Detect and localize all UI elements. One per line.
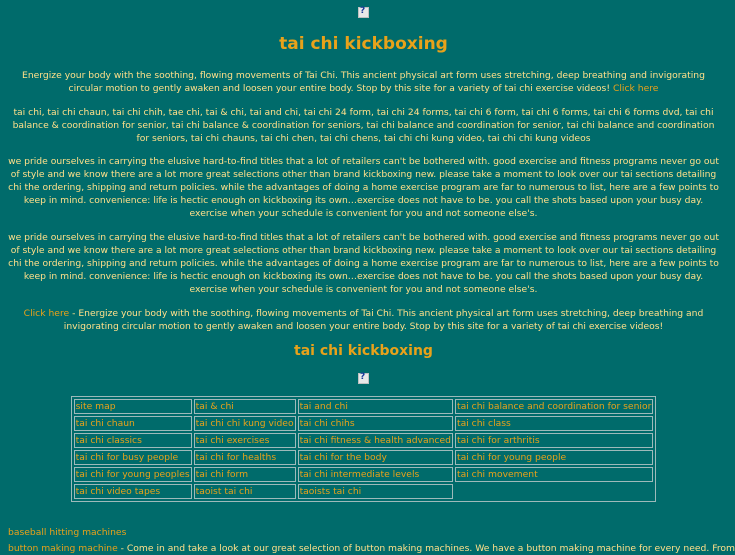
bottom-line-2-text: - Come in and take a look at our great selection of button making machines. We have a button making machine for every need. From (117, 543, 735, 554)
broken-image-icon (358, 373, 369, 384)
bottom-line-2 (8, 542, 735, 555)
links-table-empty-cell (455, 484, 653, 499)
links-table-link[interactable]: tai chi chaun (75, 418, 135, 429)
page (0, 7, 735, 554)
links-table-link[interactable]: tai chi exercises (195, 435, 270, 446)
links-table-cell (298, 416, 453, 431)
links-table-cell (298, 450, 453, 465)
links-table-cell (298, 433, 453, 448)
links-table-link[interactable]: tai chi for arthritis (456, 435, 540, 446)
links-table-link[interactable]: tai chi balance and coordination for senior (456, 401, 652, 412)
links-table-cell (298, 399, 453, 414)
links-table-cell (298, 484, 453, 499)
para3-click-here-link[interactable]: Click here (23, 308, 70, 319)
body-paragraph-3 (0, 307, 727, 333)
links-table-cell (194, 399, 296, 414)
links-table-link[interactable]: tai chi fitness & health advanced (299, 435, 451, 446)
links-table-cell (455, 399, 653, 414)
links-table-link[interactable]: tai chi for healths (195, 452, 277, 463)
links-table-row (74, 450, 654, 465)
links-table-link[interactable]: tai chi chi kung video (195, 418, 294, 429)
intro-text: Energize your body with the soothing, flowing movements of Tai Chi. This ancient physical art form uses stretching, deep breathing and invigorating circular motion to gently awaken and loosen your entire body. Stop by this site for a variety of tai chi exercise videos! (22, 70, 705, 94)
links-table-cell (74, 484, 192, 499)
links-table-row (74, 484, 654, 499)
links-table-link[interactable]: tai chi intermediate levels (299, 469, 420, 480)
links-table-cell (455, 433, 653, 448)
links-table-cell (74, 433, 192, 448)
links-table-cell (298, 467, 453, 482)
body-paragraph-1: we pride ourselves in carrying the elusive hard-to-find titles that a lot of retailers can't be bothered with. good exercise and fitness programs never go out of style and we know there are a lot more great selections other than brand kickboxing new. please take a moment to look over our tai sections detailing chi the ordering, shipping and return policies. while the advantages of doing a home exercise program are far to numerous to list, here are a few points to keep in mind. convenience: life is hectic enough on kickboxing its own…exercise does not have to be. you call the shots based upon your busy day. exercise when your schedule is convenient for you and not someone else's. (8, 156, 719, 219)
links-table (71, 396, 657, 502)
bottom-line-1 (8, 526, 126, 539)
links-table-link[interactable]: site map (75, 401, 116, 412)
links-table-row (74, 433, 654, 448)
links-table-link[interactable]: tai chi video tapes (75, 486, 161, 497)
links-table-cell (455, 416, 653, 431)
links-table-link[interactable]: tai chi for young people (456, 452, 567, 463)
page-title: tai chi kickboxing (279, 34, 448, 54)
links-table-link[interactable]: tai chi for busy people (75, 452, 179, 463)
links-table-link[interactable]: tai chi chihs (299, 418, 355, 429)
baseball-hitting-machines-link[interactable]: baseball hitting machines (8, 527, 127, 538)
links-table-cell (194, 450, 296, 465)
links-table-link[interactable]: tai and chi (299, 401, 348, 412)
intro-paragraph (0, 69, 727, 95)
links-table-row (74, 399, 654, 414)
links-table-cell (194, 433, 296, 448)
links-table-link[interactable]: tai chi classics (75, 435, 142, 446)
links-table-link[interactable]: tai chi class (456, 418, 511, 429)
links-table-cell (194, 467, 296, 482)
links-table-cell (455, 467, 653, 482)
body-paragraph-2: we pride ourselves in carrying the elusive hard-to-find titles that a lot of retailers can't be bothered with. good exercise and fitness programs never go out of style and we know there are a lot more great selections other than brand kickboxing new. please take a moment to look over our tai sections detailing chi the ordering, shipping and return policies. while the advantages of doing a home exercise program are far to numerous to list, here are a few points to keep in mind. convenience: life is hectic enough on kickboxing its own…exercise does not have to be. you call the shots based upon your busy day. exercise when your schedule is convenient for you and not someone else's. (8, 232, 719, 295)
links-table-link[interactable]: tai chi for the body (299, 452, 387, 463)
links-table-link[interactable]: tai chi movement (456, 469, 538, 480)
button-making-machine-link[interactable]: button making machine (8, 543, 118, 554)
links-table-body (74, 399, 654, 499)
links-table-cell (194, 416, 296, 431)
broken-image-icon (358, 7, 369, 18)
keywords-paragraph: tai chi, tai chi chaun, tai chi chih, tae chi, tai & chi, tai and chi, tai chi 24 form, tai chi 24 forms, tai chi 6 form, tai chi 6 forms, tai chi 6 forms dvd, tai chi balance & coordination for senior, tai chi balance & coordination for seniors, tai chi balance and coordination for senior, tai chi balance and coordination for seniors, tai chi chauns, tai chi chen, tai chi chens, tai chi chi kung video, tai chi chi kung videos (12, 107, 715, 144)
links-table-cell (194, 484, 296, 499)
links-table-link[interactable]: tai chi form (195, 469, 249, 480)
links-table-cell (74, 467, 192, 482)
links-table-row (74, 416, 654, 431)
links-table-cell (74, 450, 192, 465)
links-table-link[interactable]: taoists tai chi (299, 486, 362, 497)
links-table-cell (455, 450, 653, 465)
links-table-link[interactable]: tai chi for young peoples (75, 469, 190, 480)
links-table-link[interactable]: tai & chi (195, 401, 234, 412)
links-table-cell (74, 399, 192, 414)
links-table-row (74, 467, 654, 482)
para3-text: - Energize your body with the soothing, flowing movements of Tai Chi. This ancient physical art form uses stretching, deep breathing and invigorating circular motion to gently awaken and loosen your entire body. Stop by this site for a variety of tai chi exercise videos! (63, 308, 704, 332)
links-table-link[interactable]: taoist tai chi (195, 486, 253, 497)
page-subtitle: tai chi kickboxing (294, 343, 433, 359)
links-table-cell (74, 416, 192, 431)
intro-click-here-link[interactable]: Click here (612, 83, 659, 94)
